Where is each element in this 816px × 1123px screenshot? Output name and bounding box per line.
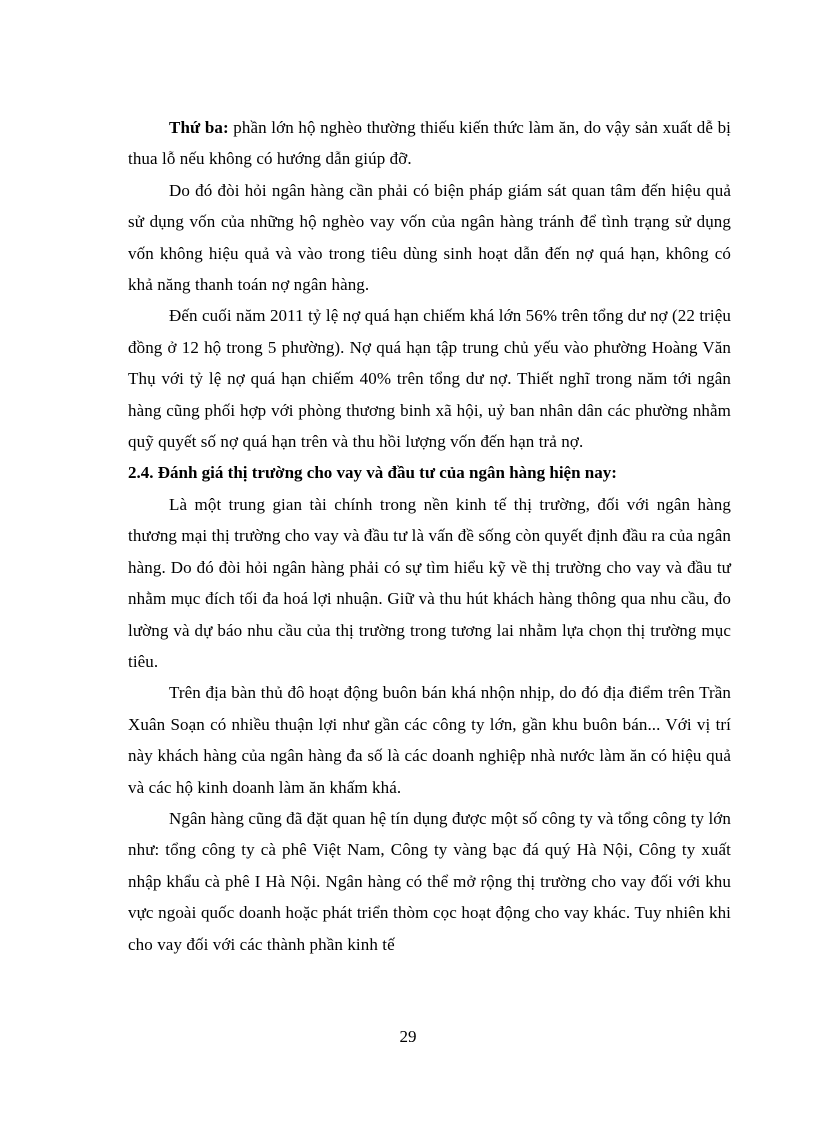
paragraph-text: phần lớn hộ nghèo thường thiếu kiến thức làm ăn, do vậy sản xuất dễ bị thua lỗ nếu không có hướng dẫn giúp đỡ. bbox=[128, 118, 732, 169]
section-heading: 2.4. Đánh giá thị trường cho vay và đầu tư của ngân hàng hiện nay: bbox=[128, 463, 617, 483]
paragraph-lead: Thứ ba: bbox=[169, 118, 229, 137]
paragraph: Trên địa bàn thủ đô hoạt động buôn bán khá nhộn nhịp, do đó địa điểm trên Trần Xuân Soạn có nhiều thuận lợi như gần các công ty lớn, gần khu buôn bán... Với vị trí này khách hàng của ngân hàng đa số là các doanh nghiệp nhà nước làm ăn có hiệu quả và các hộ kinh doanh làm ăn khấm khá. bbox=[128, 683, 731, 797]
body-text bbox=[128, 112, 731, 960]
paragraph: Ngân hàng cũng đã đặt quan hệ tín dụng được một số công ty và tổng công ty lớn như: tổng công ty cà phê Việt Nam, Công ty vàng bạc đá quý Hà Nội, Công ty xuất nhập khẩu cà phê I Hà Nội. Ngân hàng có thể mở rộng thị trường cho vay đối với khu vực ngoài quốc doanh hoặc phát triển thòm cọc hoạt động cho vay khác. Tuy nhiên khi cho vay đối với các thành phần kinh tế bbox=[128, 808, 731, 954]
paragraph: Do đó đòi hỏi ngân hàng cần phải có biện pháp giám sát quan tâm đến hiệu quả sử dụng vốn của những hộ nghèo vay vốn của ngân hàng tránh để tình trạng sử dụng vốn không hiệu quả và vào trong tiêu dùng sinh hoạt dẫn đến nợ quá hạn, không có khả năng thanh toán nợ ngân hàng. bbox=[128, 180, 731, 295]
page-number: 29 bbox=[399, 1027, 417, 1046]
paragraph: Đến cuối năm 2011 tỷ lệ nợ quá hạn chiếm khá lớn 56% trên tổng dư nợ (22 triệu đồng ở 12 hộ trong 5 phường). Nợ quá hạn tập trung chủ yếu vào phường Hoàng Văn Thụ với tỷ lệ nợ quá hạn chiếm 40% trên tổng dư nợ. Thiết nghĩ trong năm tới ngân hàng cũng phối hợp với phòng thương binh xã hội, uỷ ban nhân dân các phường nhằm quỹ quyết số nợ quá hạn trên và thu hồi lượng vốn đến hạn trả nợ. bbox=[128, 306, 731, 452]
paragraph: Là một trung gian tài chính trong nền kinh tế thị trường, đối với ngân hàng thương mại thị trường cho vay và đầu tư là vấn đề sống còn quyết định đầu ra của ngân hàng. Do đó đòi hỏi ngân hàng phải có sự tìm hiểu kỹ về thị trường cho vay và đầu tư nhằm mục đích tối đa hoá lợi nhuận. Giữ và thu hút khách hàng thông qua nhu cầu, đo lường và dự báo nhu cầu của thị trường trong tương lai nhằm lựa chọn thị trường mục tiêu. bbox=[128, 494, 731, 671]
paragraph-thu-ba bbox=[128, 112, 731, 175]
